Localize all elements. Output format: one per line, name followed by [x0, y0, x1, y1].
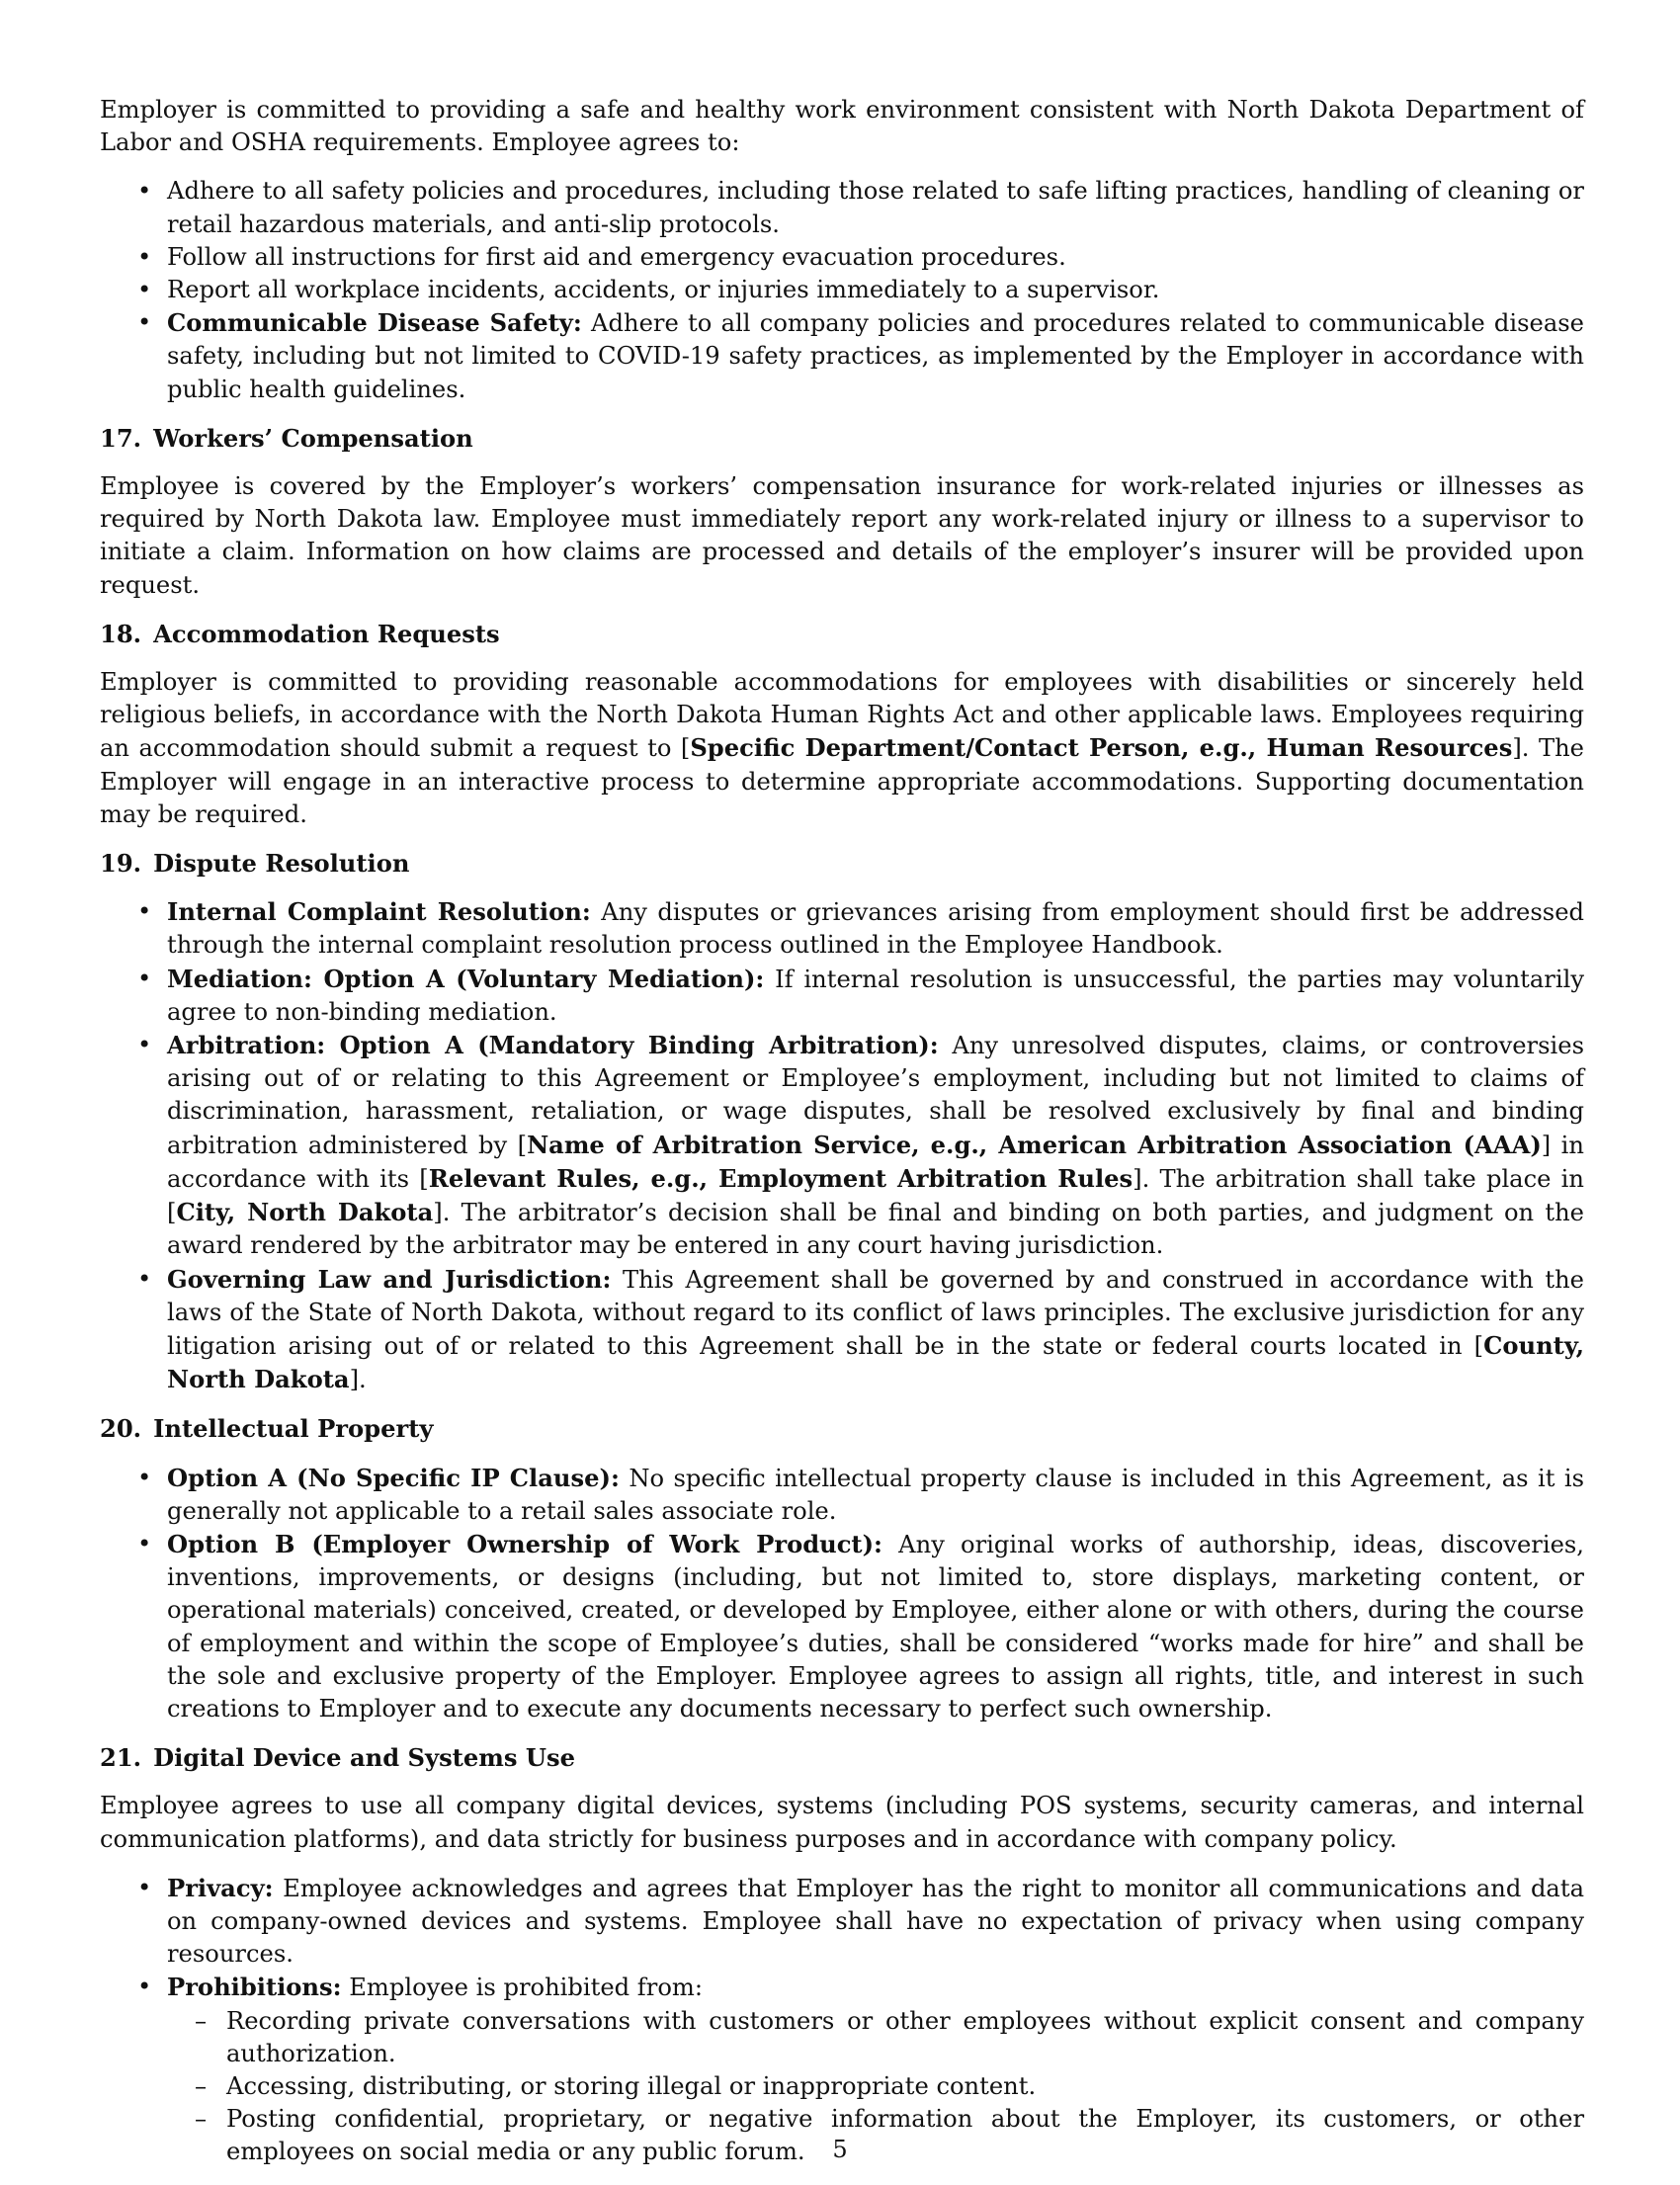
sublist-item: – Posting confidential, proprietary, or negative information about the Employer, its customers, or other employees on social media or any public forum.: [167, 2103, 1584, 2168]
list-item: • Option A (No Specific IP Clause): No specific intellectual property clause is included in this Agreement, as it is generally not applicable to a retail sales associate role.: [100, 1462, 1584, 1528]
list-item: [100, 306, 1584, 406]
list-item: • Follow all instructions for first aid and emergency evacuation procedures.: [100, 241, 1584, 274]
section-title: Dispute Resolution: [153, 849, 410, 879]
ip-list: [100, 1462, 1584, 1726]
section-number: 20.: [100, 1414, 142, 1444]
list-item: • Internal Complaint Resolution: Any disputes or grievances arising from employment should first be addressed through the internal complaint resolution process outlined in the Employee Handbook.: [100, 895, 1584, 962]
sublist-item: – Accessing, distributing, or storing illegal or inappropriate content.: [167, 2070, 1584, 2103]
section-heading-18: [100, 618, 1584, 650]
section-18-paragraph: Employer is committed to providing reasonable accommodations for employees with disabilities or sincerely held religious beliefs, in accordance with the North Dakota Human Rights Act and other applicable laws. Employees requiring an accommodation should submit a request to [Specific Department/Contact Person, e.g., Human Resources]. The Employer will engage in an interactive process to determine appropriate accommodations. Supporting documentation may be required.: [100, 668, 1584, 828]
list-item: • Mediation: Option A (Voluntary Mediation): If internal resolution is unsuccessful, the parties may voluntarily agree to non-binding mediation.: [100, 963, 1584, 1029]
list-item: • Report all workplace incidents, accidents, or injuries immediately to a supervisor.: [100, 274, 1584, 306]
item-text: Adhere to all company policies and procedures related to communicable disease safety, including but not limited to COVID-19 safety practices, as implemented by the Employer in accordance with public health guidelines.: [167, 309, 1584, 403]
section-number: 19.: [100, 849, 142, 879]
list-item: • Arbitration: Option A (Mandatory Binding Arbitration): Any unresolved disputes, claims, or controversies arising out of or relating to this Agreement or Employee’s employment, including but not limited to claims of discrimination, harassment, retaliation, or wage disputes, shall be resolved exclusively by final and binding arbitration administered by [Name of Arbitration Service, e.g., American Arbitration Association (AAA)] in accordance with its [Relevant Rules, e.g., Employment Arbitration Rules]. The arbitration shall take place in [City, North Dakota]. The arbitrator’s decision shall be final and binding on both parties, and judgment on the award rendered by the arbitrator may be entered in any court having jurisdiction.: [100, 1029, 1584, 1262]
section-number: 17.: [100, 423, 142, 453]
section-number: 21.: [100, 1743, 142, 1773]
section-heading-19: [100, 847, 1584, 880]
section-21-paragraph: Employee agrees to use all company digital devices, systems (including POS systems, security cameras, and internal communication platforms), and data strictly for business purposes and in accordance with company policy.: [100, 1792, 1584, 1853]
list-item: • Privacy: Employee acknowledges and agrees that Employer has the right to monitor all communications and data on company-owned devices and systems. Employee shall have no expectation of privacy when using company resources.: [100, 1872, 1584, 1972]
document-page: [100, 94, 1584, 2185]
sublist-item: – Recording private conversations with customers or other employees without explicit consent and company authorization.: [167, 2005, 1584, 2070]
section-number: 18.: [100, 619, 142, 648]
page-number: 5: [832, 2136, 848, 2163]
section-17-paragraph: Employee is covered by the Employer’s workers’ compensation insurance for work-related injuries or illnesses as required by North Dakota law. Employee must immediately report any work-related injury or illness to a supervisor to initiate a claim. Information on how claims are processed and details of the employer’s insurer will be provided upon request.: [100, 472, 1584, 599]
section-title: Accommodation Requests: [153, 619, 500, 648]
list-item: • Governing Law and Jurisdiction: This Agreement shall be governed by and construed in accordance with the laws of the State of North Dakota, without regard to its conflict of laws principles. The exclusive jurisdiction for any litigation arising out of or related to this Agreement shall be in the state or federal courts located in [County, North Dakota].: [100, 1263, 1584, 1397]
section-heading-20: [100, 1412, 1584, 1445]
section-title: Intellectual Property: [153, 1414, 434, 1444]
safety-list: [100, 175, 1584, 405]
item-label: Communicable Disease Safety:: [167, 308, 582, 338]
device-list: [100, 1872, 1584, 2169]
section-title: Workers’ Compensation: [153, 423, 473, 453]
list-item: • Adhere to all safety policies and procedures, including those related to safe lifting practices, handling of cleaning or retail hazardous materials, and anti-slip protocols.: [100, 175, 1584, 240]
dispute-list: [100, 895, 1584, 1396]
safety-intro-paragraph: Employer is committed to providing a safe and healthy work environment consistent with North Dakota Department of Labor and OSHA requirements. Employee agrees to:: [100, 96, 1584, 157]
list-item: • Prohibitions: Employee is prohibited from: – Recording private conversations with customers or other employees without explicit consent and company authorization. – Accessing, distributing, or storing illegal or inappropriate content. – Posting confidential, proprietary, or negative information about the Employer, its customers, or other employees on social media or any public forum.: [100, 1971, 1584, 2168]
section-heading-17: [100, 422, 1584, 455]
list-item: • Option B (Employer Ownership of Work Product): Any original works of authorship, ideas, discoveries, inventions, improvements, or designs (including, but not limited to, store displays, marketing content, or operational materials) conceived, created, or developed by Employee, either alone or with others, during the course of employment and within the scope of Employee’s duties, shall be considered “works made for hire” and shall be the sole and exclusive property of the Employer. Employee agrees to assign all rights, title, and interest in such creations to Employer and to execute any documents necessary to perfect such ownership.: [100, 1528, 1584, 1725]
section-heading-21: [100, 1741, 1584, 1774]
section-title: Digital Device and Systems Use: [153, 1743, 575, 1773]
